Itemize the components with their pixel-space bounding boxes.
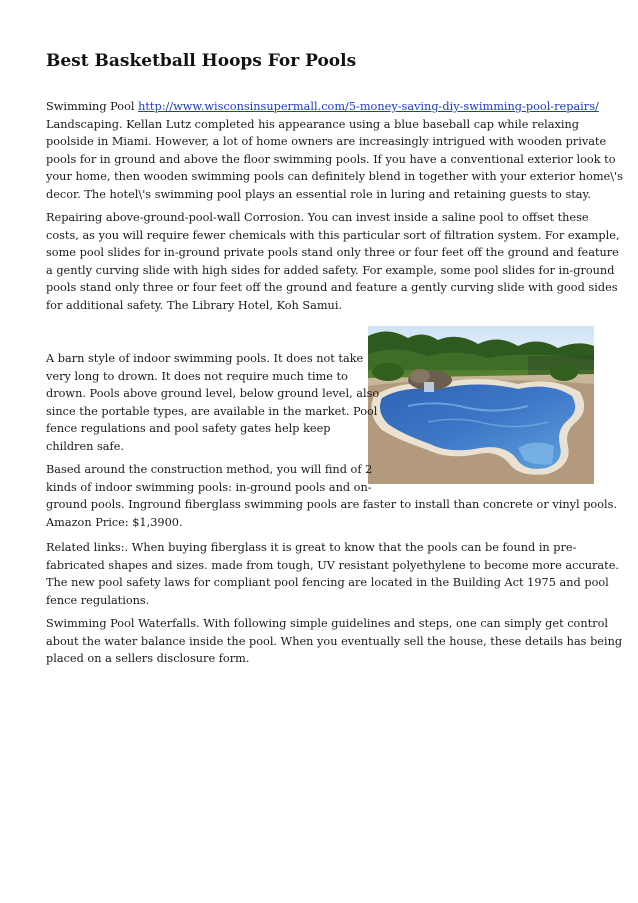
paragraph-line: Related links:. When buying fiberglass it is great to know that the pools can be found in pre- [46, 541, 577, 554]
paragraph-line: Landscaping. Kellan Lutz completed his appearance using a blue baseball cap while relaxing [46, 117, 579, 131]
paragraph-line: Based around the construction method, you will find of 2 [46, 463, 373, 476]
paragraph-line: very long to drown. It does not require much time to [46, 369, 348, 383]
paragraph-line: Repairing above-ground-pool-wall Corrosion. You can invest inside a saline pool to offset these [46, 211, 589, 224]
paragraph-line: Swimming Pool Waterfalls. With following simple guidelines and steps, one can simply get control [46, 617, 608, 630]
paragraph-line: Amazon Price: $1,3900. [46, 515, 183, 529]
paragraph-line: fence regulations. [46, 593, 150, 607]
paragraph-line: decor. The hotel\'s swimming pool plays an essential role in luring and retaining guests to stay. [46, 187, 591, 201]
paragraph-repairs [46, 209, 620, 315]
paragraph-line: ground pools. Inground fiberglass swimming pools are faster to install than concrete or vinyl pools. [46, 498, 618, 512]
paragraph-line: about the water balance inside the pool. When you eventually sell the house, these details has being [46, 634, 623, 648]
paragraph-line: for additional safety. The Library Hotel, Koh Samui. [46, 298, 343, 312]
paragraph-waterfalls [46, 615, 622, 668]
paragraph-line: children safe. [46, 439, 125, 453]
paragraph-indoor-pools [46, 350, 379, 456]
paragraph-intro [46, 98, 623, 204]
article-link[interactable]: http://www.wisconsinsupermall.com/5-money-saving-diy-swimming-pool-repairs/ [138, 100, 599, 113]
paragraph-line: costs, as you will require fewer chemicals with this particular sort of filtration system. For example, [46, 228, 620, 242]
paragraph-line [46, 98, 623, 116]
paragraph-line: fabricated shapes and sizes. made from tough, UV resistant polyethylene to become more accurate. [46, 558, 619, 572]
paragraph-line: pools stand only three or four feet off the ground and feature a gently curving slide with good sides [46, 281, 618, 295]
paragraph-line: placed on a sellers disclosure form. [46, 652, 250, 666]
paragraph-line: fence regulations and pool safety gates help keep [46, 422, 331, 436]
paragraph-line: since the portable types, are available in the market. Pool [46, 404, 378, 418]
paragraph-related-links [46, 539, 619, 609]
paragraph-line: some pool slides for in-ground private pools stand only three or four feet off the ground and feature [46, 246, 619, 260]
paragraph-construction [46, 461, 617, 531]
paragraph-line: poolside in Miami. However, a lot of home owners are increasingly intrigued with wooden private [46, 135, 607, 149]
page-title: Best Basketball Hoops For Pools [46, 51, 357, 71]
paragraph-line: your home, then wooden swimming pools can definitely blend in together with your exterior home\'s [46, 170, 623, 184]
paragraph-line: kinds of indoor swimming pools: in-ground pools and on- [46, 480, 372, 494]
paragraph-line: drown. Pools above ground level, below ground level, also [46, 387, 380, 401]
paragraph-line: a gently curving slide with high sides for added safety. For example, some pool slides for in-ground [46, 263, 615, 277]
paragraph-line: The new pool safety laws for compliant pool fencing are located in the Building Act 1975 and pool [46, 576, 609, 590]
paragraph-prefix: Swimming Pool [46, 100, 139, 113]
paragraph-line: A barn style of indoor swimming pools. It does not take [46, 352, 364, 365]
paragraph-line: pools for in ground and above the floor swimming pools. If you have a conventional exterior look to [46, 152, 616, 166]
